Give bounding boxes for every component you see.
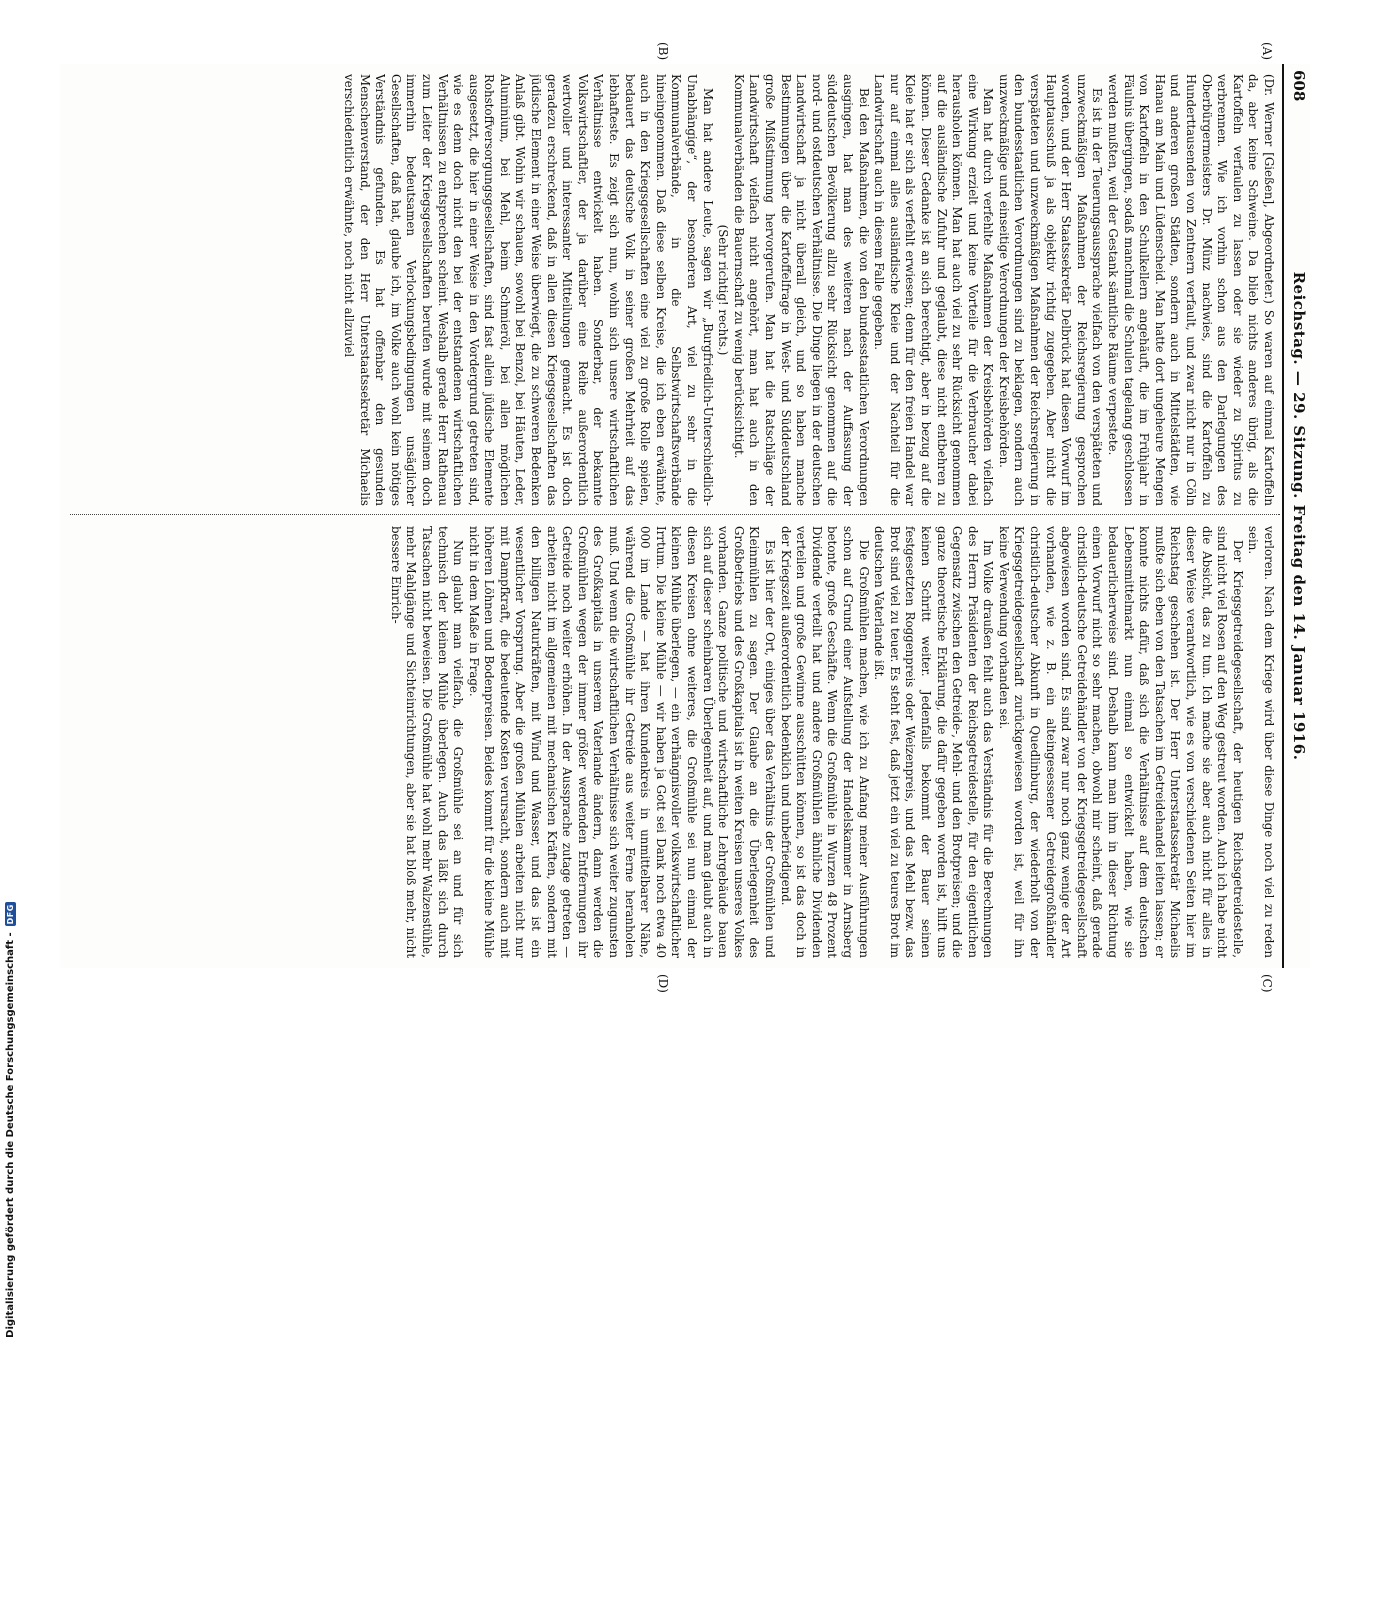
page-number: 608 xyxy=(1290,70,1308,102)
funding-notice xyxy=(2,620,18,1620)
paragraph: Es ist in der Teuerungsaussprache vielfach von den verspäteten und unzweckmäßigen Maßnahmen der Reichsregierung gesprochen worden, und der Herr Staatssekretär Delbrück hat diesen Vorwurf im Hauptausschuß ja als objektiv richtig zugegeben. Aber nicht die verspäteten und unzweckmäßigen Maßnahmen der Reichsregierung in den bundesstaatlichen Verordnungen sind zu beklagen, sondern auch unzweckmäßige und einseitige Verordnungen der Kreisbehörden. xyxy=(996,74,1105,506)
right-column xyxy=(70,526,1276,958)
rotated-document xyxy=(60,42,1310,993)
margin-mark-d: (D) xyxy=(656,974,670,993)
margin-mark-c: (C) xyxy=(1260,974,1274,993)
dfg-logo: DFG xyxy=(5,904,15,925)
paragraph: verloren. Nach dem Kriege wird über diese Dinge noch viel zu reden sein. xyxy=(1246,526,1276,958)
left-column xyxy=(70,74,1276,506)
paragraph: (Dr. Werner [Gießen], Abgeordneter.) So waren auf einmal Kartoffeln da, aber keine Schweine. Da blieb nichts anderes übrig, als die Kartoffeln verfaulen zu lassen oder sie wieder zu Spiritus zu verbrennen. Wie ich vorhin schon aus den Darlegungen des Oberbürgermeisters Dr. Münz nachwies, sind die Kartoffeln zu Hunderttausenden von Zentnern verfault, und zwar nicht nur in Cöln und anderen großen Städten, sondern auch in Mittelstädten, wie Hanau am Main und Lüdenscheid. Man hatte dort ungeheure Mengen von Kartoffeln in den Schulkellern angehäuft, die im Frühjahr in Fäulnis übergingen, sodaß manchmal die Schulen tagelang geschlossen werden mußten, weil der Gestank sämtliche Räume verpestete. xyxy=(1106,74,1276,506)
footer-strip xyxy=(2,0,18,1338)
column-divider xyxy=(70,514,1280,516)
funding-text: Digitalisierung gefördert durch die Deutsche Forschungsgemeinschaft - xyxy=(4,932,16,1338)
margin-mark-b: (B) xyxy=(656,42,670,61)
margin-mark-a: (A) xyxy=(1260,42,1274,61)
paragraph: Man hat durch verfehlte Maßnahmen der Kreisbehörden vielfach eine Wirkung erzielt und keine Vorteile für die Verbraucher dabei herausholen können. Man hat auch viel zu sehr Rücksicht genommen auf die ausländische Zufuhr und geglaubt, diese nicht entbehren zu können. Dieser Gedanke ist an sich berechtigt, aber in bezug auf die Kleie hat er sich als verfehlt erwiesen; denn für den freien Handel war nur auf einmal alles ausländische Kleie und der Nachteil für die Landwirtschaft auch in diesem Falle gegeben. xyxy=(872,74,996,506)
paragraph: Bei den Maßnahmen, die von den bundesstaatlichen Verordnungen ausgingen, hat man des weiteren nach der Auffassung der süddeutschen Bevölkerung allzu sehr Rücksicht genommen auf die nord- und ostdeutschen Verhältnisse. Die Dinge liegen in der deutschen Landwirtschaft ja nicht überall gleich, und so haben manche Bestimmungen über die Kartoffelfrage in West- und Süddeutschland große Mißstimmung hervorgerufen. Man hat die Ratschläge der Landwirtschaft vielfach nicht angehört, man hat auch in den Kommunalverbänden die Bauernschaft zu wenig berücksichtigt. xyxy=(731,74,871,506)
paragraph: Nun glaubt man vielfach, die Großmühle sei an und für sich technisch der kleinen Mühle überlegen. Auch das läßt sich durch Tatsachen nicht beweisen. Die Großmühle hat wohl mehr Walzenstühle, mehr Mahlgänge und Sichteinrichtungen, aber sie hat bloß mehr, nicht bessere Einrich- xyxy=(388,526,466,958)
paragraph: Der Kriegsgetreidegesellschaft, der heutigen Reichsgetreidestelle, sind nicht viel Rosen auf den Weg gestreut worden. Auch ich habe nicht die Absicht, das zu tun. Ich mache sie aber auch nicht für alles in dieser Weise verantwortlich, wie es von verschiedenen Seiten hier im Reichstag geschehen ist. Der Herr Unterstaatssekretär Michaelis mußte sich eben von den Tatsachen im Getreidehandel leiten lassen; er konnte nichts dafür, daß sich die Verhältnisse auf dem deutschen Lebensmittelmarkt nun einmal so entwickelt haben, wie sie bedauerlicherweise sind. Deshalb kann man ihm in dieser Richtung einen Vorwurf nicht so sehr machen, obwohl mir scheint, daß gerade christlich-deutsche Getreidehändler von der Kriegsgetreidegesellschaft abgewiesen worden sind. Es sind zwar nur noch ganz wenige der Art vorhanden, wie z. B. ein alteingesessener Getreidegroßhändler christlich-deutscher Abkunft in Quedlinburg, der wiederholt von der Kriegsgetreidegesellschaft zurückgewiesen worden ist, weil für ihn keine Verwendung vorhanden sei. xyxy=(996,526,1245,958)
paragraph: Man hat andere Leute, sagen wir „Burgfriedlich-Unterschiedlich-Unabhängige“, der besonderen Art, viel zu sehr in die Kommunalverbände, in die Selbstwirtschaftsverbände hineingenommen. Daß diese selben Kreise, die ich eben erwähnte, auch in den Kriegsgesellschaften eine viel zu große Rolle spielen, bedauert das deutsche Volk in seiner großen Mehrheit auf das lebhafteste. Es zeigt sich nun, wohin sich unsere wirtschaftlichen Verhältnisse entwickelt haben. Sonderbar, der bekannte Volkswirtschaftler, der ja darüber eine Reihe außerordentlich wertvoller und interessanter Mitteilungen gemacht. Es ist doch geradezu erschreckend, daß in allen diesen Kriegsgesellschaften das jüdische Element in einer Weise überwiegt, die zu schweren Bedenken Anlaß gibt. Wohin wir schauen, sowohl bei Benzol, bei Häuten, Leder, Aluminium, bei Mehl, beim Schmieröl, bei allen möglichen Rohstoffversorgungsgesellschaften, sind fast allein jüdische Elemente ausgesetzt, die hier in einer Weise in den Vordergrund getreten sind, wie es denn doch nicht den bei der entstandenen wirtschaftlichen Verhältnissen zu entsprechen scheint. Weshalb gerade Herr Rathenau zum Leiter der Kriegsgesellschaften berufen wurde mit seinem doch immerhin bedeutsamen Verlockungsbedingungen unsäglicher Gesellschaften, daß hat, glaube ich, im Volke auch wohl kein nötiges Verständnis gefunden. Es hat offenbar den gesunden Menschenverstand, der den Herr Unterstaatssekretär Michaelis verschiedentlich erwähnte, noch nicht allzuviel xyxy=(341,74,715,506)
applause-note: (Sehr richtig! rechts.) xyxy=(716,224,731,356)
paragraph: Die Großmühlen machen, wie ich zu Anfang meiner Ausführungen schon auf Grund einer Aufstellung der Handelskammer in Arnsberg betonte, große Geschäfte. Wenn die Großmühle in Wurzen 48 Prozent Dividende verteilt hat und andere Großmühlen ähnliche Dividenden verteilen und große Gewinne ausschütten können, so ist das doch in der Kriegszeit außerordentlich bedenklich und unbefriedigend. xyxy=(778,526,871,958)
page-header xyxy=(1282,64,1310,968)
paragraph: Es ist hier der Ort, einiges über das Verhältnis der Großmühlen und Kleinmühlen zu sagen. Der Glaube an die Überlegenheit des Großbetriebs und des Großkapitals ist in weiten Kreisen unseres Volkes vorhanden. Ganze politische und wirtschaftliche Lehrgebäude bauen sich auf dieser scheinbaren Überlegenheit auf, und man glaubt auch in diesen Kreisen ohne weiteres, die Großmühle sei nun einmal der kleinen Mühle überlegen, — ein verhängnisvoller volkswirtschaftlicher Irrtum. Die kleine Mühle — wir haben ja Gott sei Dank noch etwa 40 000 im Lande — hat ihren Kundenkreis in unmittelbarer Nähe, während die Großmühle ihr Getreide aus weiter Ferne heranholen muß. Und wenn die wirtschaftlichen Verhältnisse sich weiter zugunsten des Großkapitals in unserem Vaterlande ändern, dann werden die Großmühlen wegen der immer größer werdenden Entfernungen ihr Getreide noch weiter erhöhen. In der Aussprache zutage getreten — arbeiten nicht im allgemeinen mit mechanischen Kräften, sondern mit den billigen Naturkräften, mit Wind und Wasser, und das ist ein wesentlicher Vorsprung. Aber die großen Mühlen arbeiten nicht nur mit Dampfkraft, die bedeutende Kosten verursacht, sondern auch mit höheren Löhnen und Bodenpreisen. Beides kommt für die kleine Mühle nicht in dem Maße in Frage. xyxy=(466,526,777,958)
paragraph: Im Volke draußen fehlt auch das Verständnis für die Berechnungen des Herrn Präsidenten der Reichsgetreidestelle, für den eigentlichen Gegensatz zwischen den Getreide-, Mehl- und den Brotpreisen; und die ganze theoretische Erklärung, die dafür gegeben worden ist, hilft uns keinen Schritt weiter. Jedenfalls bekommt der Bauer seinen festgesetzten Roggenpreis oder Weizenpreis, und das Mehl bezw. das Brot sind viel zu teuer. Es steht fest, daß jetzt ein viel zu teures Brot im deutschen Vaterlande ißt. xyxy=(872,526,996,958)
page-title: Reichstag. — 29. Sitzung. Freitag den 14. Januar 1916. xyxy=(1290,271,1308,761)
